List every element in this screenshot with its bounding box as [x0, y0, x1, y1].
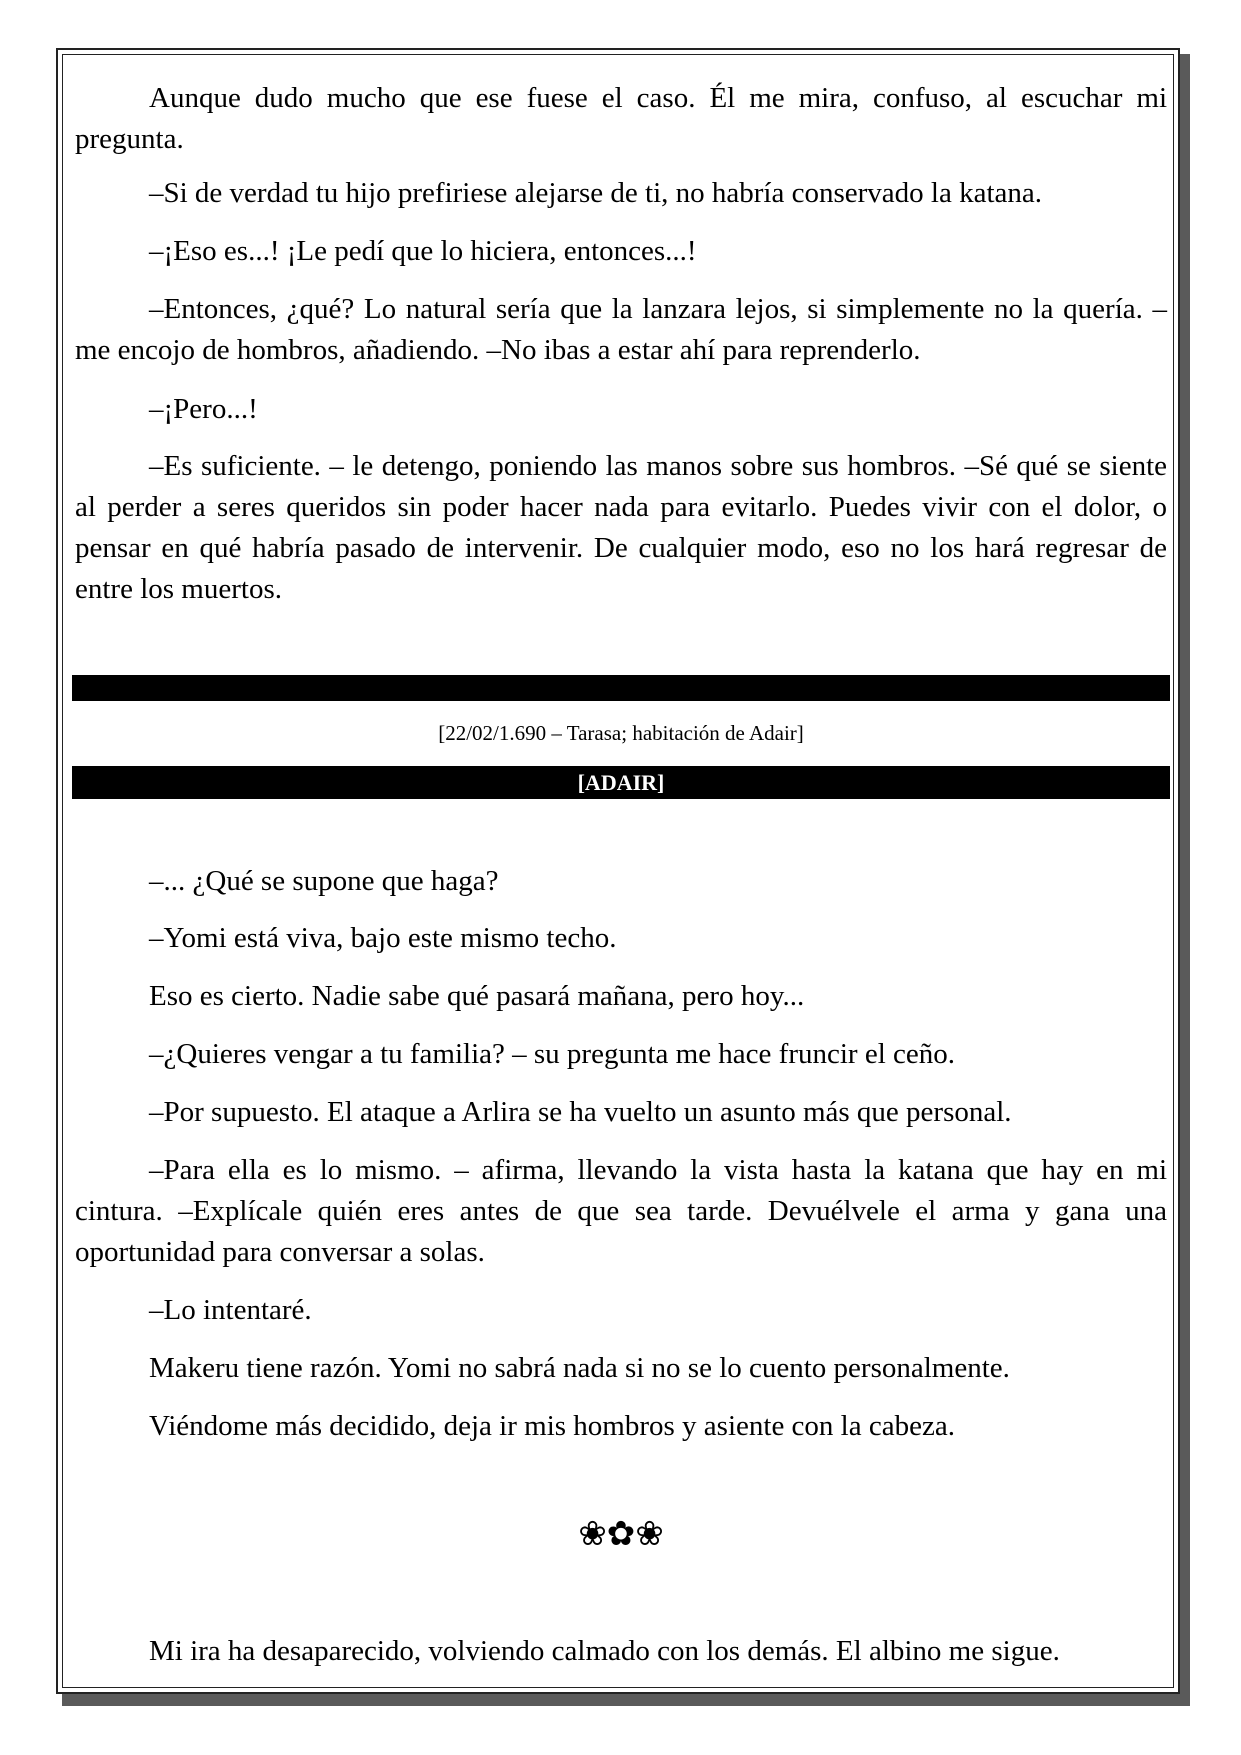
paragraph-top-4: –Entonces, ¿qué? Lo natural sería que la lanzara lejos, si simplemente no la quería. – me encojo de hombros, añadiendo. –No ibas a estar ahí para reprenderlo.: [75, 293, 1167, 366]
paragraph-bottom-9: Viéndome más decidido, deja ir mis hombros y asiente con la cabeza.: [149, 1410, 955, 1442]
pov-label: [ADAIR]: [577, 770, 665, 795]
paragraph-top-3: –¡Eso es...! ¡Le pedí que lo hiciera, entonces...!: [149, 235, 697, 267]
scene-meta-line: [22/02/1.690 – Tarasa; habitación de Adair]: [438, 721, 804, 745]
paragraph-bottom-7: –Lo intentaré.: [149, 1294, 312, 1326]
pov-header-bar: [72, 766, 1170, 799]
paragraph-bottom-5: –Por supuesto. El ataque a Arlira se ha vuelto un asunto más que personal.: [149, 1096, 1012, 1128]
paragraph-bottom-2: –Yomi está viva, bajo este mismo techo.: [149, 922, 617, 954]
paragraph-bottom-8: Makeru tiene razón. Yomi no sabrá nada si no se lo cuento personalmente.: [149, 1352, 1010, 1384]
paragraph-bottom-3: Eso es cierto. Nadie sabe qué pasará mañana, pero hoy...: [149, 980, 805, 1012]
scene-divider-bar: [72, 675, 1170, 701]
paragraph-bottom-4: –¿Quieres vengar a tu familia? – su pregunta me hace fruncir el ceño.: [149, 1038, 955, 1070]
paragraph-top-1: Aunque dudo mucho que ese fuese el caso. Él me mira, confuso, al escuchar mi pregunta.: [75, 82, 1167, 155]
paragraph-top-6: –Es suficiente. – le detengo, poniendo las manos sobre sus hombros. –Sé qué se siente al perder a seres queridos sin poder hacer nada para evitarlo. Puedes vivir con el dolor, o pensar en qué habría pasado de intervenir. De cualquier modo, eso no los hará regresar de entre los muertos.: [75, 450, 1167, 605]
paragraph-bottom-1: –... ¿Qué se supone que haga?: [149, 865, 499, 897]
paragraph-top-2: –Si de verdad tu hijo prefiriese alejarse de ti, no habría conservado la katana.: [149, 177, 1043, 209]
paragraph-bottom-6: –Para ella es lo mismo. – afirma, llevando la vista hasta la katana que hay en mi cintura. –Explícale quién eres antes de que sea tarde. Devuélvele el arma y gana una oportunidad para conversar a solas.: [75, 1154, 1167, 1268]
paragraph-end-1: Mi ira ha desaparecido, volviendo calmado con los demás. El albino me sigue.: [149, 1635, 1060, 1667]
flower-ornament-separator: ❀✿❀: [578, 1514, 664, 1554]
paragraph-top-5: –¡Pero...!: [149, 393, 258, 425]
